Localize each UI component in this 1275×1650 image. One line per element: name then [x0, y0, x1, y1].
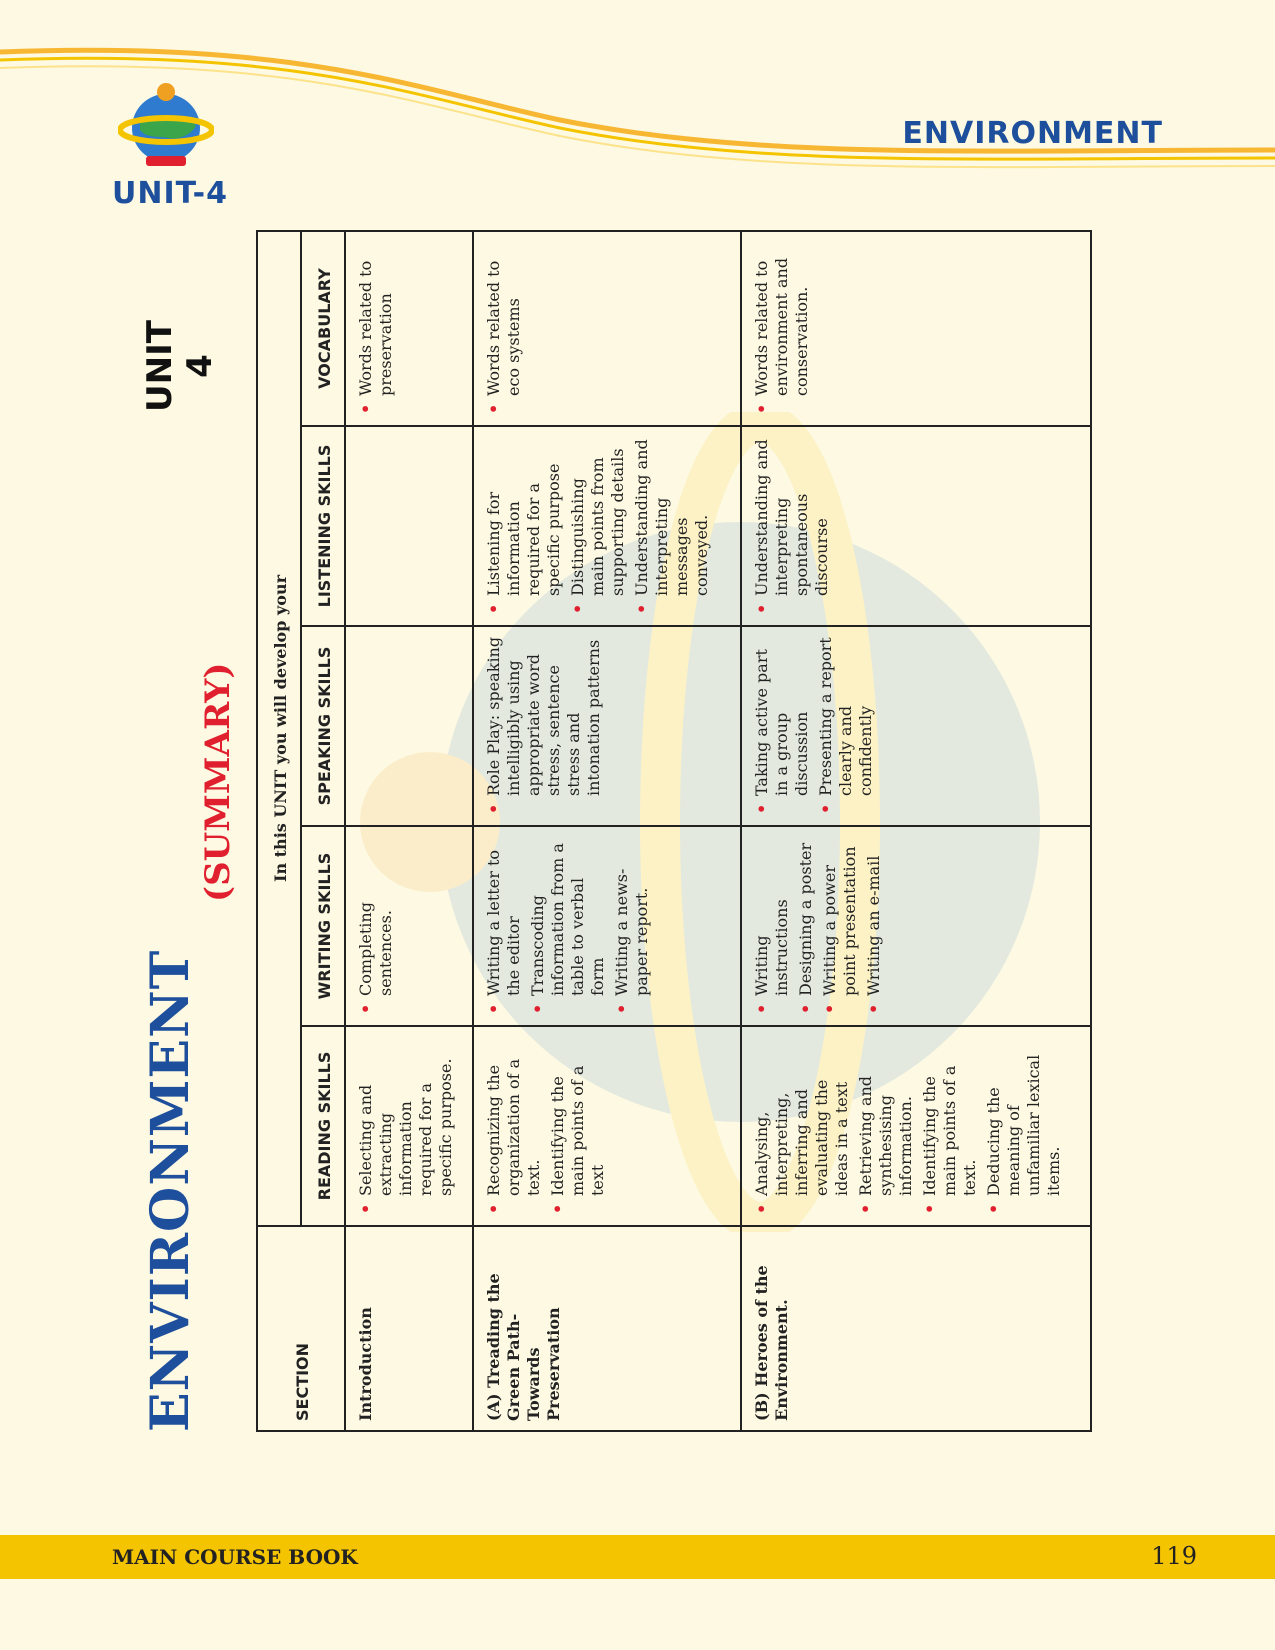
list-item: • Words related to preservation	[356, 241, 396, 416]
reading-cell	[741, 1026, 1091, 1226]
page-title: ENVIRONMENT	[140, 949, 201, 1432]
header-reading: READING SKILLS	[301, 1026, 345, 1226]
unit-heading: UNIT 4	[140, 320, 220, 412]
list-item: • Analysing, interpreting, inferring and evaluating the ideas in a text	[752, 1036, 852, 1216]
speaking-cell	[473, 626, 741, 826]
listening-cell	[741, 426, 1091, 626]
list-item: • Writing a news-paper report.	[612, 836, 652, 1016]
vocabulary-cell	[741, 231, 1091, 426]
list-item: • Identifying the main points of a text	[548, 1036, 608, 1216]
list-item: • Deducing the meaning of unfamiliar lexical items.	[984, 1036, 1064, 1216]
table-row-introduction	[345, 231, 473, 1431]
list-item: • Distinguishing main points from supporting details	[568, 436, 628, 616]
list-item: • Selecting and extracting information required for a specific purpose.	[356, 1036, 456, 1216]
list-item: • Completing sentences.	[356, 836, 396, 1016]
list-item: • Words related to environment and conservation.	[752, 241, 812, 416]
vocabulary-cell	[473, 231, 741, 426]
header-vocabulary: VOCABULARY	[301, 231, 345, 426]
reading-cell	[473, 1026, 741, 1226]
header-writing: WRITING SKILLS	[301, 826, 345, 1026]
page-number: 119	[1151, 1542, 1197, 1570]
reading-cell	[345, 1026, 473, 1226]
speaking-cell	[345, 626, 473, 826]
vocabulary-cell	[345, 231, 473, 426]
list-item: • Writing instructions	[752, 836, 792, 1016]
list-item: • Recognizing the organization of a text.	[484, 1036, 544, 1216]
writing-cell	[345, 826, 473, 1026]
listening-cell	[345, 426, 473, 626]
list-item: • Writing an e-mail	[864, 836, 884, 1016]
section-cell: (B) Heroes of the Environment.	[741, 1226, 1091, 1431]
list-item: • Role Play: speaking intelligibly using appropriate word stress, sentence stress and intonation patterns	[484, 636, 604, 816]
list-item: • Designing a poster	[796, 836, 816, 1016]
section-header: SECTION	[257, 1226, 345, 1431]
list-item: • Understanding and interpreting spontaneous discourse	[752, 436, 832, 616]
list-item: • Taking active part in a group discussion	[752, 636, 812, 816]
section-cell: (A) Treading the Green Path- Towards Preservation	[473, 1226, 741, 1431]
listening-cell	[473, 426, 741, 626]
unit-label: UNIT-4	[112, 176, 229, 211]
summary-table	[256, 230, 1092, 1432]
list-item: • Presenting a report clearly and confidently	[816, 636, 876, 816]
summary-page-rotated	[140, 232, 1130, 1432]
list-item: • Writing a power point presentation	[820, 836, 860, 1016]
list-item: • Retrieving and synthesising information.	[856, 1036, 916, 1216]
list-item: • Transcoding information from a table to verbal form	[528, 836, 608, 1016]
list-item: • Listening for information required for a specific purpose	[484, 436, 564, 616]
writing-cell	[473, 826, 741, 1026]
list-item: • Writing a letter to the editor	[484, 836, 524, 1016]
page-subtitle: (SUMMARY)	[198, 662, 238, 902]
topic-label: ENVIRONMENT	[902, 116, 1163, 151]
list-item: • Understanding and interpreting messages conveyed.	[632, 436, 712, 616]
section-cell: Introduction	[345, 1226, 473, 1431]
footer-book-title: MAIN COURSE BOOK	[112, 1545, 358, 1569]
list-item: • Words related to eco systems	[484, 241, 524, 416]
header-speaking: SPEAKING SKILLS	[301, 626, 345, 826]
speaking-cell	[741, 626, 1091, 826]
header-listening: LISTENING SKILLS	[301, 426, 345, 626]
list-item: • Identifying the main points of a text.	[920, 1036, 980, 1216]
table-row-treading	[473, 231, 741, 1431]
school-globe-logo-icon	[118, 78, 214, 174]
group-header: In this UNIT you will develop your	[257, 231, 301, 1226]
writing-cell	[741, 826, 1091, 1026]
table-row-heroes	[741, 231, 1091, 1431]
